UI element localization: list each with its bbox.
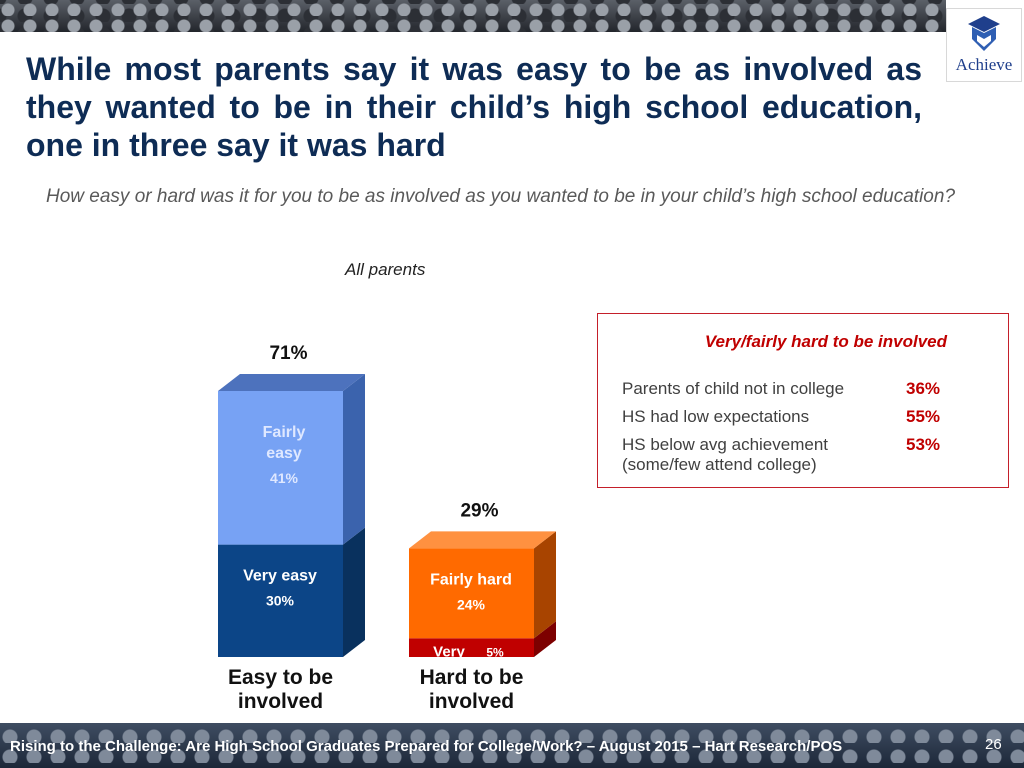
total-label: 29% [460, 500, 499, 522]
logo-text: Achieve [955, 55, 1013, 74]
bar-top [409, 531, 556, 548]
callout-row-value: 53% [906, 435, 941, 454]
footer-bar [0, 723, 1024, 768]
category-label: involved [237, 690, 324, 713]
callout-row-label: HS below avg achievement (some/few attend college) [622, 435, 829, 474]
segment-value-label: 24% [456, 596, 486, 613]
segment-label: easy [266, 445, 302, 462]
callout-row-label: HS had low expectations [622, 407, 810, 426]
total-label: 71% [269, 343, 308, 364]
page-number: 26 [985, 736, 1002, 753]
survey-question: How easy or hard was it for you to be as involved as you wanted to be in your child’s high school education? [46, 186, 956, 207]
slide-title: While most parents say it was easy to be as involved as they wanted to be in their child’s high school education, one in three say it was hard [26, 51, 922, 163]
segment-value-label: 41% [269, 470, 299, 486]
segment-label: Very easy [243, 567, 317, 585]
bar-top [218, 374, 365, 391]
bar-segment [409, 548, 534, 638]
callout-row-value: 36% [906, 379, 941, 398]
category-label: Easy to be [227, 666, 334, 689]
segment-label: Very [433, 643, 465, 661]
subset-label: All parents [345, 260, 426, 279]
bar-side [343, 528, 365, 657]
bar-segment [409, 638, 534, 660]
segment-label: Fairly hard [430, 571, 512, 589]
callout-row-label: Parents of child not in college [622, 379, 845, 398]
callout-title: Very/fairly hard to be involved [704, 332, 947, 351]
bar-segment [218, 391, 343, 545]
callout-box [597, 313, 1009, 488]
callout-row-value: 55% [906, 407, 941, 426]
category-label: involved [428, 690, 515, 713]
segment-label: Fairly [262, 424, 306, 441]
category-label: Hard to be [419, 666, 524, 689]
segment-value-label: 5% [486, 645, 504, 660]
segment-value-label: 30% [265, 592, 295, 609]
bar-side [534, 531, 556, 638]
bar-side [343, 374, 365, 545]
footer-text: Rising to the Challenge: Are High School Graduates Prepared for College/Work? – August 2015 – Hart Research/POS [10, 738, 843, 755]
